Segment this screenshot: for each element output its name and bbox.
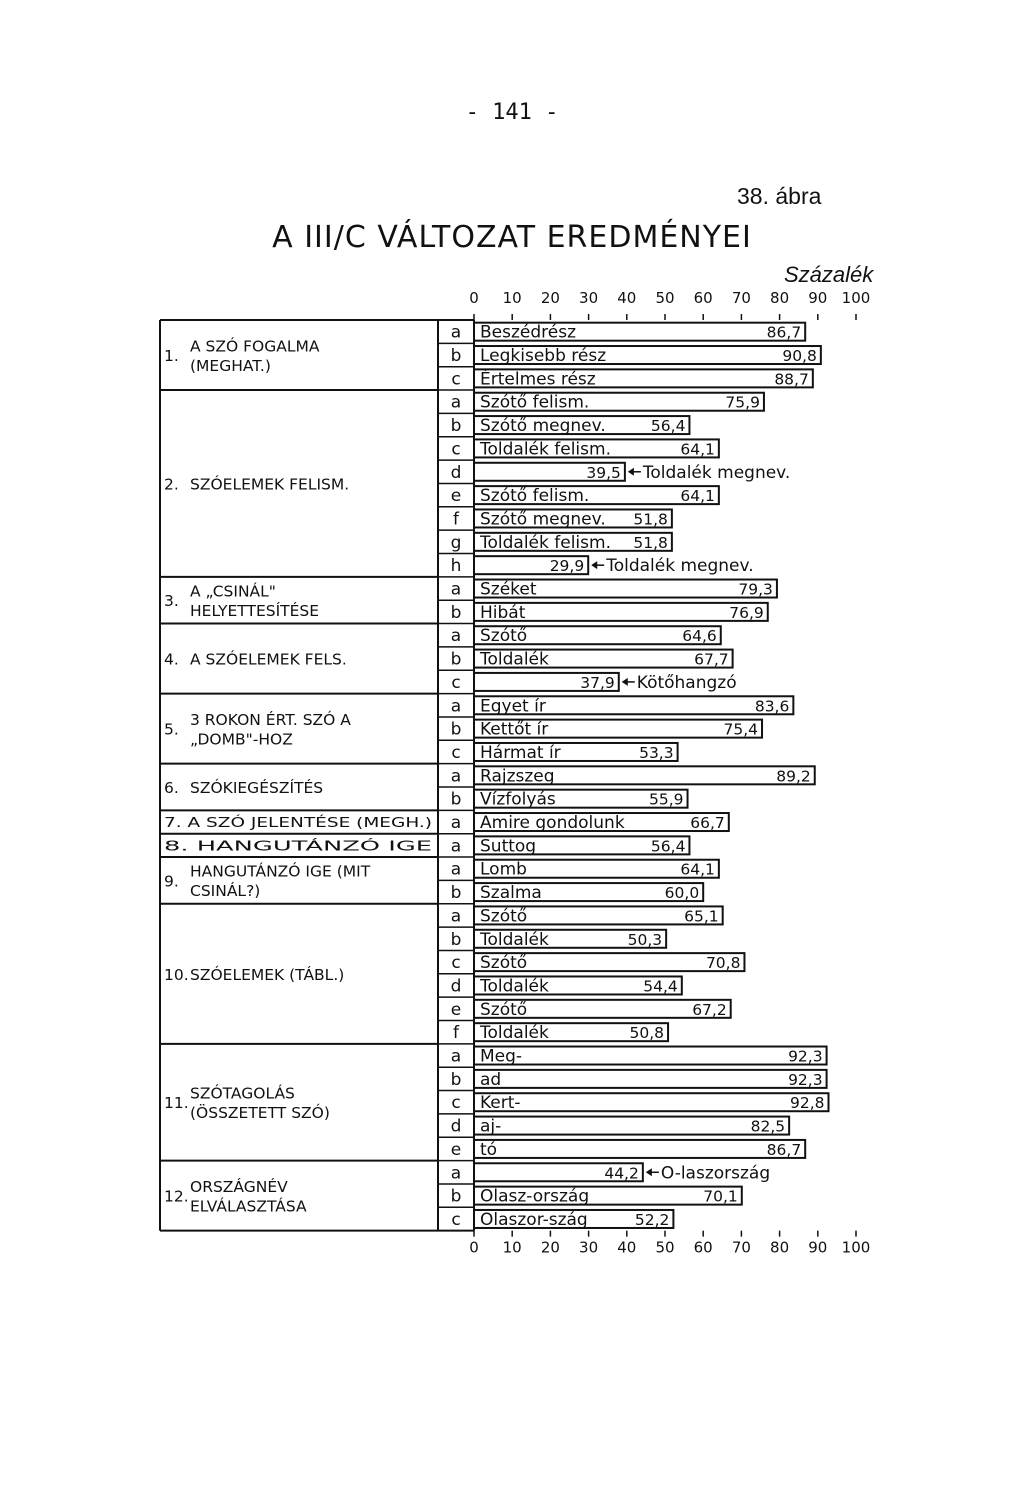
x-tick-label-top: 40: [617, 289, 637, 307]
bar-value-label: 51,8: [633, 533, 668, 552]
bar-category-label: Széket: [480, 579, 537, 600]
bar-value-label: 70,1: [703, 1187, 738, 1206]
bar-category-label: Szótő felism.: [480, 392, 590, 413]
figure-label: 38. ábra: [737, 183, 822, 209]
row-letter: b: [450, 649, 462, 670]
row-letter: e: [450, 999, 462, 1020]
x-tick-label-top: 70: [731, 289, 751, 307]
bar-value-label: 67,7: [694, 650, 729, 669]
bar-category-label: Szótő felism.: [480, 486, 590, 507]
bar-category-label: Toldalék: [480, 649, 549, 670]
bar-category-label: Hármat ír: [480, 742, 561, 763]
bar-value-label: 44,2: [604, 1164, 639, 1183]
row-letter: b: [450, 416, 462, 437]
row-letter: c: [451, 1209, 461, 1230]
row-letter: e: [450, 1139, 462, 1160]
bar-category-label: Hibát: [480, 602, 526, 623]
group-label: A „CSINÁL": [190, 582, 276, 601]
group-label: (MEGHAT.): [190, 356, 271, 375]
group-label: ELVÁLASZTÁSA: [190, 1197, 307, 1216]
bar-value-label: 64,1: [680, 487, 715, 506]
row-letter: c: [451, 369, 461, 390]
x-tick-label-top: 50: [655, 289, 675, 307]
bar-category-label: Toldalék: [480, 1023, 549, 1044]
bar-value-label: 50,3: [627, 930, 663, 949]
row-letter: a: [450, 813, 462, 834]
x-tick-label-top: 80: [770, 289, 790, 307]
row-letter: d: [450, 976, 462, 997]
bar: [474, 1070, 827, 1088]
row-letter: g: [450, 532, 462, 553]
bar-value-label: 64,1: [680, 860, 715, 879]
row-letter: c: [451, 742, 461, 763]
bar: [474, 1140, 805, 1158]
bar-category-label: Szótő: [480, 953, 528, 974]
bar-category-label: Vízfolyás: [480, 789, 556, 810]
bar-category-label: Olaszor-szág: [480, 1209, 588, 1230]
bar-category-label: Toldalék: [480, 976, 549, 997]
bar-value-label: 64,6: [682, 627, 717, 646]
bar-category-label: Meg-: [480, 1046, 523, 1067]
x-tick-label-bottom: 0: [469, 1238, 479, 1257]
bar-category-label: Toldalék megnev.: [606, 556, 754, 577]
row-letter: c: [451, 953, 461, 974]
bar-value-label: 54,4: [643, 977, 678, 996]
bar-category-label: Szótő: [480, 906, 528, 927]
x-tick-label-top: 100: [841, 289, 871, 307]
group-number: 4.: [164, 650, 179, 669]
bar-category-label: Értelmes rész: [480, 369, 596, 390]
bar-category-label: Olasz-ország: [480, 1186, 590, 1207]
row-letter: e: [450, 486, 462, 507]
group-label: HELYETTESÍTÉSE: [190, 601, 320, 620]
row-letter: a: [450, 836, 462, 857]
row-letter: b: [450, 346, 462, 367]
chart-title: A III/C VÁLTOZAT EREDMÉNYEI: [272, 220, 752, 255]
group-number: 10.: [164, 965, 189, 984]
row-letter: a: [450, 1163, 462, 1184]
bar-value-label: 75,4: [723, 720, 759, 739]
bar-category-label: Toldalék megnev.: [642, 462, 791, 483]
row-letter: c: [451, 439, 461, 460]
bar-value-label: 60,0: [664, 884, 700, 903]
x-tick-label-bottom: 10: [502, 1238, 522, 1257]
bar-category-label: Suttog: [480, 836, 537, 857]
bar-category-label: Kert-: [480, 1093, 521, 1114]
row-letter: b: [450, 719, 462, 740]
bar-category-label: Kettőt ír: [480, 719, 549, 740]
row-letter: d: [450, 1116, 462, 1137]
bar-category-label: Kötőhangzó: [636, 672, 737, 693]
group-number: 12.: [164, 1187, 189, 1206]
row-letter: h: [450, 556, 462, 577]
bar-value-label: 53,3: [639, 743, 674, 762]
bar-category-label: Szótő: [480, 626, 528, 647]
bar-category-label: O-laszország: [660, 1163, 771, 1184]
row-letter: a: [450, 626, 462, 647]
group-label: SZÓELEMEK FELISM.: [190, 475, 350, 494]
row-letter: f: [453, 1023, 459, 1044]
group-label: SZÓELEMEK (TÁBL.): [190, 965, 345, 984]
bar-value-label: 56,4: [650, 417, 686, 436]
row-letter: f: [453, 509, 459, 530]
group-label: 3 ROKON ÉRT. SZÓ A: [190, 710, 351, 729]
bar-value-label: 52,2: [634, 1210, 670, 1229]
group-number: 11.: [164, 1094, 189, 1113]
x-tick-label-top: 10: [502, 289, 522, 307]
bar-category-label: Rajzszeg: [480, 766, 555, 787]
bar: [474, 1047, 827, 1065]
group-label: A SZÓ FOGALMA: [190, 337, 320, 356]
x-tick-label-bottom: 100: [841, 1238, 871, 1257]
x-tick-label-bottom: 40: [617, 1238, 637, 1257]
group-number: 3.: [164, 592, 179, 611]
x-tick-label-bottom: 50: [655, 1238, 675, 1257]
group-label: CSINÁL?): [190, 882, 261, 901]
bar-value-label: 50,8: [629, 1024, 665, 1043]
bar-category-label: Egyet ír: [480, 696, 546, 717]
group-label: SZÓTAGOLÁS: [190, 1084, 295, 1103]
label-arrow-head: [646, 1168, 652, 1176]
bar-category-label: Toldalék felism.: [480, 532, 611, 553]
bar-value-label: 29,9: [549, 557, 585, 576]
bar-value-label: 51,8: [633, 510, 668, 529]
bar-value-label: 55,9: [649, 790, 684, 809]
group-label: „DOMB"-HOZ: [190, 730, 293, 749]
x-tick-label-top: 60: [693, 289, 713, 307]
bar-value-label: 66,7: [690, 814, 725, 833]
bar-value-label: 89,2: [776, 767, 811, 786]
bar: [474, 1117, 789, 1135]
bar-value-label: 39,5: [586, 463, 621, 482]
bar-value-label: 70,8: [705, 954, 741, 973]
bar-category-label: Szótő megnev.: [480, 416, 606, 437]
bar-value-label: 86,7: [766, 1140, 802, 1159]
bar-value-label: 75,9: [725, 393, 760, 412]
row-letter: a: [450, 579, 462, 600]
bar-category-label: tó: [480, 1139, 498, 1160]
row-letter: d: [450, 462, 462, 483]
bar-value-label: 56,4: [650, 837, 686, 856]
bar-value-label: 64,1: [680, 440, 715, 459]
bar-category-label: Amire gondolunk: [480, 813, 625, 834]
row-letter: c: [451, 1093, 461, 1114]
group-label: A SZÓELEMEK FELS.: [190, 650, 347, 669]
row-letter: b: [450, 929, 462, 950]
bar-category-label: Lomb: [480, 859, 527, 880]
row-letter: a: [450, 766, 462, 787]
bar-value-label: 88,7: [774, 370, 809, 389]
bar: [474, 1093, 828, 1114]
row-letter: a: [450, 1046, 462, 1067]
bar-category-label: Toldalék felism.: [480, 439, 611, 460]
group-number: 1.: [164, 347, 179, 366]
group-label: HANGUTÁNZÓ IGE (MIT: [190, 862, 371, 881]
bar-category-label: Beszédrész: [480, 322, 577, 343]
bar-value-label: 90,8: [782, 347, 817, 366]
row-letter: b: [450, 1069, 462, 1090]
x-tick-label-bottom: 90: [808, 1238, 828, 1257]
bar-value-label: 67,2: [692, 1000, 727, 1019]
bar-value-label: 37,9: [580, 673, 615, 692]
bar-value-label: 92,3: [788, 1070, 823, 1089]
row-letter: b: [450, 789, 462, 810]
row-letter: a: [450, 859, 462, 880]
bar-category-label: Legkisebb rész: [480, 346, 607, 367]
x-tick-label-top: 90: [808, 289, 828, 307]
row-letter: c: [451, 672, 461, 693]
x-axis-unit-label: Százalék: [784, 262, 874, 287]
x-tick-label-bottom: 30: [579, 1238, 599, 1257]
label-arrow-head: [622, 678, 628, 686]
row-letter: b: [450, 1186, 462, 1207]
x-tick-label-bottom: 80: [770, 1238, 790, 1257]
x-tick-label-top: 20: [540, 289, 560, 307]
group-label: 7. A SZÓ JELENTÉSE (MEGH.): [164, 815, 360, 832]
page-number: - 141 -: [465, 100, 559, 125]
x-tick-label-bottom: 20: [540, 1238, 560, 1257]
bar-category-label: Toldalék: [480, 929, 549, 950]
group-label: SZÓKIEGÉSZÍTÉS: [190, 779, 324, 797]
x-tick-label-bottom: 70: [731, 1238, 751, 1257]
group-label: (ÖSSZETETT SZÓ): [190, 1103, 330, 1122]
bar-value-label: 92,3: [788, 1047, 823, 1066]
x-tick-label-bottom: 60: [693, 1238, 713, 1257]
group-number: 9.: [164, 872, 179, 891]
label-arrow-head: [628, 468, 634, 476]
bar-value-label: 83,6: [754, 697, 790, 716]
group-number: 5.: [164, 720, 179, 739]
x-tick-label-top: 30: [579, 289, 599, 307]
bar-value-label: 92,8: [789, 1094, 825, 1113]
row-letter: a: [450, 322, 462, 343]
bar-value-label: 82,5: [750, 1117, 786, 1136]
row-letter: a: [450, 392, 462, 413]
bar-category-label: aj-: [480, 1116, 502, 1137]
bar-value-label: 65,1: [684, 907, 719, 926]
bar-category-label: ad: [480, 1069, 502, 1090]
bar-value-label: 76,9: [729, 603, 764, 622]
group-label: 8. HANGUTÁNZÓ IGE: [164, 838, 305, 855]
group-number: 2.: [164, 475, 179, 494]
row-letter: a: [450, 906, 462, 927]
bar-category-label: Szótő megnev.: [480, 509, 606, 530]
group-number: 6.: [164, 779, 179, 797]
row-letter: b: [450, 602, 462, 623]
x-tick-label-top: 0: [469, 289, 479, 307]
bar-category-label: Szalma: [480, 883, 542, 904]
row-letter: a: [450, 696, 462, 717]
group-label: ORSZÁGNÉV: [190, 1177, 288, 1196]
bar-value-label: 79,3: [738, 580, 773, 599]
label-arrow-head: [591, 561, 597, 569]
row-letter: b: [450, 883, 462, 904]
bar-category-label: Szótő: [480, 999, 528, 1020]
bar-value-label: 86,7: [766, 323, 802, 342]
